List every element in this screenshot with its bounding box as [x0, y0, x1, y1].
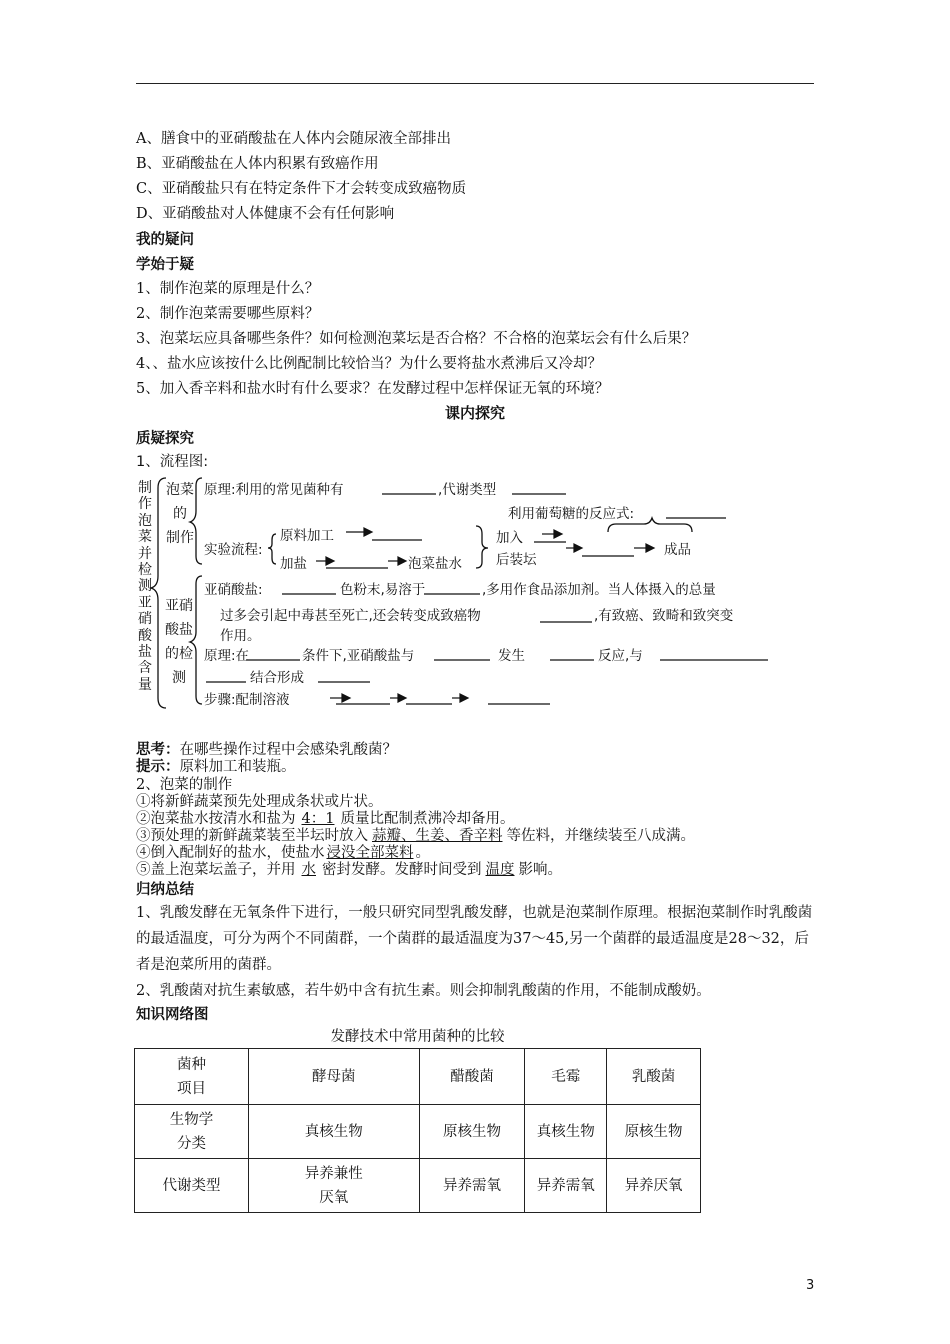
condition-label: 条件下,亚硝酸盐与 — [302, 648, 415, 664]
product-label: 成品 — [664, 542, 691, 558]
principle-label: 原理:利用的常见菌种有 — [204, 482, 344, 498]
table-cell: 真核生物 — [525, 1105, 607, 1159]
flowchart-main-label: 制作泡菜并检测亚硝酸盐含量 — [138, 480, 152, 693]
effect-line: 作用。 — [220, 628, 261, 644]
react-with-label: 反应,与 — [598, 648, 643, 664]
question-4: 4、、盐水应该按什么比例配制比较恰当？为什么要将盐水煮沸后又冷却？ — [136, 356, 602, 372]
comparison-table — [134, 1048, 701, 1213]
steps-label: 步骤:配制溶液 — [204, 692, 290, 708]
think-line: 思考：在哪些操作过程中会感染乳酸菌？ — [136, 742, 397, 758]
option-a: A、膳食中的亚硝酸盐在人体内会随尿液全部排出 — [136, 131, 451, 147]
question-1: 1、制作泡菜的原理是什么？ — [136, 281, 320, 297]
table-row — [135, 1105, 701, 1159]
exp-brace — [268, 534, 276, 564]
heading-inquiry: 质疑探究 — [136, 431, 194, 447]
table-cell: 真核生物 — [249, 1105, 420, 1159]
table-corner: 菌种 项目 — [135, 1049, 249, 1105]
row-header: 生物学 分类 — [135, 1105, 249, 1159]
question-5: 5、加入香辛料和盐水时有什么要求？在发酵过程中怎样保证无氧的环境？ — [136, 381, 610, 397]
col-header: 酵母菌 — [249, 1049, 420, 1105]
color-powder-label: 色粉末,易溶于 — [340, 582, 426, 598]
food-additive-label: ,多用作食品添加剂。当人体摄入的总量 — [482, 582, 716, 598]
page-number: 3 — [806, 1278, 815, 1293]
heading-network: 知识网络图 — [136, 1007, 209, 1023]
exp-flow-label: 实验流程: — [204, 542, 263, 558]
option-c: C、亚硝酸盐只有在特定条件下才会转变成致癌物质 — [136, 181, 467, 197]
table-cell: 原核生物 — [607, 1105, 701, 1159]
branch1-label: 泡菜 的 制作 — [166, 482, 194, 546]
question-3: 3、泡菜坛应具备哪些条件？如何检测泡菜坛是否合格？不合格的泡菜坛会有什么后果？ — [136, 331, 697, 347]
table-cell: 异养需氧 — [525, 1159, 607, 1213]
heading-my-questions: 我的疑问 — [136, 232, 194, 248]
heading-learn: 学始于疑 — [136, 257, 194, 273]
table-cell: 原核生物 — [419, 1105, 525, 1159]
summary-2: 2、乳酸菌对抗生素敏感，若牛奶中含有抗生素。则会抑制乳酸菌的作用，不能制成酸奶。 — [136, 983, 711, 999]
table-cell: 异养兼性 厌氧 — [249, 1159, 420, 1213]
option-d: D、亚硝酸盐对人体健康不会有任何影响 — [136, 206, 395, 222]
table-row — [135, 1159, 701, 1213]
step-1: ①将新鲜蔬菜预先处理成条状或片状。 — [136, 794, 383, 810]
hint-line: 提示：原料加工和装瓶。 — [136, 759, 296, 775]
row-header: 代谢类型 — [135, 1159, 249, 1213]
question-2: 2、制作泡菜需要哪些原料？ — [136, 306, 320, 322]
metabolism-label: ,代谢类型 — [438, 482, 497, 498]
glucose-label: 利用葡萄糖的反应式: — [508, 506, 635, 522]
combine-label: 结合形成 — [250, 670, 304, 686]
nitrite-label: 亚硝酸盐: — [204, 582, 263, 598]
table-cell: 异养需氧 — [419, 1159, 525, 1213]
after-jar-label: 后装坛 — [496, 552, 537, 568]
toxic-line: 过多会引起中毒甚至死亡,还会转变成致癌物 — [220, 608, 481, 624]
carcinogen-line: ,有致癌、致畸和致突变 — [594, 608, 734, 624]
raw-label: 原料加工 — [280, 528, 334, 544]
summary-1: 1、乳酸发酵在无氧条件下进行，一般只研究同型乳酸发酵，也就是泡菜制作原理。根据泡菜制作时乳酸菌的最适温度，可分为两个不同菌群，一个菌群的最适温度为37～45,另一个菌群的最适温度是28～32，后者是泡菜所用的菌群。 — [136, 905, 813, 973]
occur-label: 发生 — [498, 648, 525, 664]
heading-summary: 归纳总结 — [136, 882, 194, 898]
table-cell: 异养厌氧 — [607, 1159, 701, 1213]
table-header-row — [135, 1049, 701, 1105]
branch2-label: 亚硝 酸盐 的检 测 — [165, 598, 193, 686]
flowchart — [136, 476, 816, 712]
col-header: 醋酸菌 — [419, 1049, 525, 1105]
merge-brace — [476, 526, 488, 568]
step-5: ⑤盖上泡菜坛盖子，并用 水 密封发酵。发酵时间受到 温度 影响。 — [136, 862, 562, 878]
brine-label: 泡菜盐水 — [408, 556, 462, 572]
step-4: ④倒入配制好的盐水，使盐水 浸没全部菜料 。 — [136, 845, 430, 861]
making-title: 2、泡菜的制作 — [136, 777, 233, 793]
table-title: 发酵技术中常用菌种的比较 — [330, 1029, 505, 1045]
principle2-label: 原理:在 — [204, 648, 250, 664]
section-title: 课内探究 — [444, 404, 505, 422]
header-rule — [136, 83, 814, 84]
add-in-label: 加入 — [496, 530, 523, 546]
add-salt-label: 加盐 — [280, 556, 307, 572]
flow-label: 1、流程图: — [136, 454, 209, 470]
col-header: 毛霉 — [525, 1049, 607, 1105]
col-header: 乳酸菌 — [607, 1049, 701, 1105]
step-3: ③预处理的新鲜蔬菜装至半坛时放入 蒜瓣、生姜、香辛料 等佐料，并继续装至八成满。 — [136, 828, 695, 844]
option-b: B、亚硝酸盐在人体内积累有致癌作用 — [136, 156, 379, 172]
step-2: ②泡菜盐水按清水和盐为 4：1 质量比配制煮沸冷却备用。 — [136, 811, 515, 827]
